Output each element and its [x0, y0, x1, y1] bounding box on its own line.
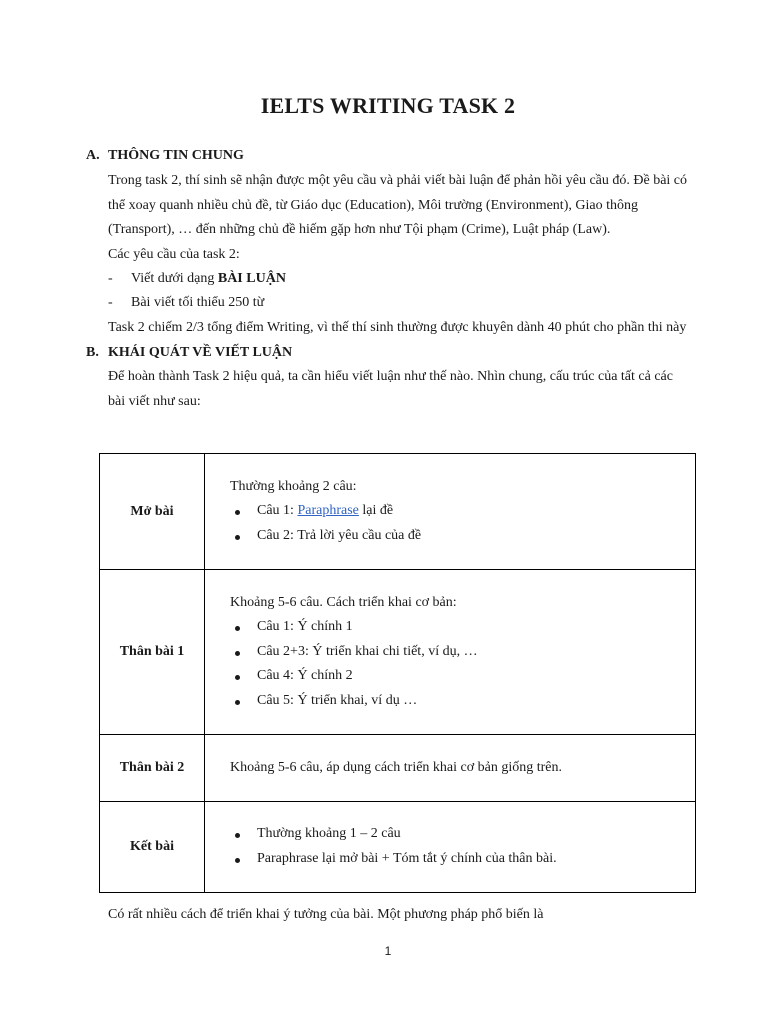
bullet-item [230, 499, 695, 524]
dash-marker: - [108, 295, 113, 310]
cell-text: Khoảng 5-6 câu, áp dụng cách triển khai cơ bản giống trên. [230, 759, 563, 775]
section-b-heading [86, 345, 292, 361]
bullet-item: Câu 2+3: Ý triển khai chi tiết, ví dụ, … [230, 640, 695, 665]
bullet-item: Câu 2: Trả lời yêu cầu của đề [230, 524, 695, 549]
table-row [100, 735, 696, 802]
section-a-para-line: (Transport), … đến những chủ đề hiếm gặp hơn như Tội phạm (Crime), Luật pháp (Law). [108, 222, 611, 237]
section-a-para-line: Trong task 2, thí sinh sẽ nhận được một yêu cầu và phải viết bài luận để phản hồi yêu cầu đó. Đề bài có [108, 173, 688, 188]
requirement-item [108, 295, 264, 311]
bullet-item: Thường khoảng 1 – 2 câu [230, 822, 695, 847]
bullet-text: lại đề [358, 503, 394, 519]
page-title: IELTS WRITING TASK 2 [260, 93, 516, 118]
dash-marker: - [108, 271, 113, 286]
row-content [205, 802, 696, 893]
closing-line: Có rất nhiều cách để triển khai ý tưởng của bài. Một phương pháp phổ biến là [108, 907, 544, 922]
section-b-title: KHÁI QUÁT VỀ VIẾT LUẬN [108, 345, 293, 360]
bullet-item: Câu 1: Ý chính 1 [230, 615, 695, 640]
bullet-item: Paraphrase lại mở bài + Tóm tắt ý chính của thân bài. [230, 847, 695, 872]
row-label: Kết bài [100, 802, 205, 893]
bullet-text: Câu 1: [257, 503, 298, 519]
cell-intro: Khoảng 5-6 câu. Cách triển khai cơ bản: [230, 594, 457, 610]
paraphrase-link[interactable]: Paraphrase [297, 503, 359, 519]
row-label: Thân bài 1 [100, 570, 205, 735]
section-a-para-line: thể xoay quanh nhiều chủ đề, từ Giáo dục (Education), Môi trường (Environment), Giao thông [108, 198, 638, 213]
section-b-para-line: bài viết như sau: [108, 394, 201, 409]
row-label: Thân bài 2 [100, 735, 205, 802]
row-content [205, 570, 696, 735]
section-a-marker: A. [86, 148, 100, 163]
requirement-text: Viết dưới dạng [131, 271, 218, 286]
requirement-emphasis: BÀI LUẬN [217, 271, 286, 286]
section-b-marker: B. [86, 345, 99, 360]
bullet-item: Câu 4: Ý chính 2 [230, 664, 695, 689]
essay-structure-table [99, 453, 696, 893]
row-label: Mở bài [100, 454, 205, 570]
table-row [100, 570, 696, 735]
row-content [205, 454, 696, 570]
section-a-title: THÔNG TIN CHUNG [108, 148, 244, 163]
cell-intro: Thường khoảng 2 câu: [230, 478, 357, 494]
task-note: Task 2 chiếm 2/3 tổng điểm Writing, vì thế thí sinh thường được khuyên dành 40 phút cho phần thi này [108, 320, 687, 335]
requirement-text: Bài viết tối thiểu 250 từ [131, 295, 265, 310]
section-b-para-line: Để hoàn thành Task 2 hiệu quả, ta cần hiểu viết luận như thế nào. Nhìn chung, cấu trúc của tất cả các [108, 369, 673, 384]
requirement-item [108, 271, 286, 287]
requirements-intro: Các yêu cầu của task 2: [108, 247, 240, 262]
bullet-item: Câu 5: Ý triển khai, ví dụ … [230, 689, 695, 714]
table-row [100, 802, 696, 893]
row-content [205, 735, 696, 802]
section-a-heading [86, 148, 244, 164]
table-row [100, 454, 696, 570]
page-number: 1 [384, 944, 392, 958]
